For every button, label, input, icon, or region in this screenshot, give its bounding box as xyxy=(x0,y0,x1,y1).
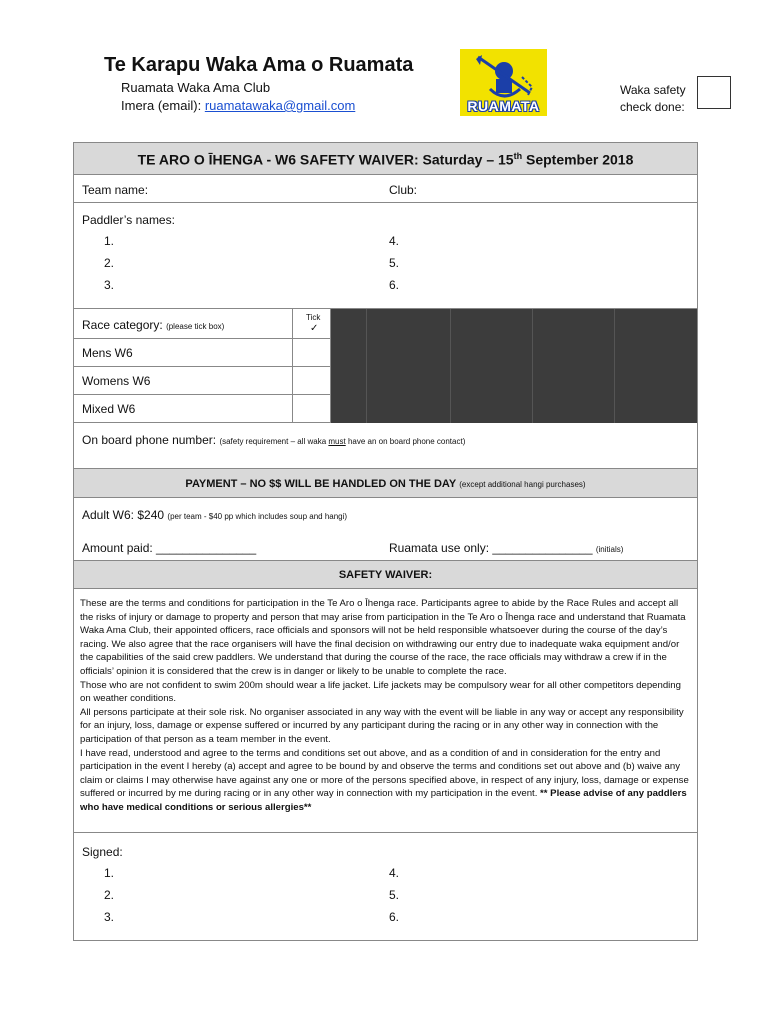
club-name: Ruamata Waka Ama Club xyxy=(121,80,271,95)
page-title: Te Karapu Waka Ama o Ruamata xyxy=(104,54,414,76)
category-womens: Womens W6 xyxy=(82,374,151,388)
safety-check-box[interactable] xyxy=(697,76,731,109)
signer-5: 5. xyxy=(389,888,400,902)
signed-row xyxy=(74,833,697,940)
paddler-1: 1. xyxy=(104,234,115,248)
phone-label: On board phone number: (safety requirement – all waka must have an on board phone contact) xyxy=(82,433,466,447)
waiver-text xyxy=(74,589,697,833)
form-title: TE ARO O ĪHENGA - W6 SAFETY WAIVER: Saturday – 15th September 2018 xyxy=(137,151,634,168)
ruamata-use: Ruamata use only: _______________ (initials) xyxy=(389,541,624,555)
form-title-row xyxy=(74,143,697,175)
club-label: Club: xyxy=(389,183,418,197)
team-name-label: Team name: xyxy=(82,183,149,197)
paddler-3: 3. xyxy=(104,278,115,292)
payment-title: PAYMENT – NO $$ WILL BE HANDLED ON THE DAY (except additional hangi purchases) xyxy=(185,478,586,490)
waiver-paragraph-2: Those who are not confident to swim 200m should wear a life jacket. Life jackets may be compulsory wear for all other competitors depending on weather conditions. xyxy=(80,679,681,705)
ruamata-logo xyxy=(460,49,547,116)
paddler-4: 4. xyxy=(389,234,400,248)
paddler-6: 6. xyxy=(389,278,400,292)
paddler-2: 2. xyxy=(104,256,115,270)
category-mixed: Mixed W6 xyxy=(82,402,136,416)
signed-label: Signed: xyxy=(82,845,123,859)
category-mens: Mens W6 xyxy=(82,346,133,360)
signer-6: 6. xyxy=(389,910,400,924)
waiver-paragraph-3: All persons participate at their sole risk. No organiser associated in any way with the event will be liable in any way or accept any responsibility for an injury, loss, damage or expense suffered or incurred by any participant during the racing or in any other way in connection with the participation of that person as a team member in the event. xyxy=(80,706,684,745)
paddler-5: 5. xyxy=(389,256,400,270)
payment-header-row xyxy=(74,469,697,498)
payment-details-row xyxy=(74,498,697,561)
signer-2: 2. xyxy=(104,888,115,902)
adult-fee: Adult W6: $240 (per team - $40 pp which includes soup and hangi) xyxy=(82,508,348,522)
tick-mark-icon: ✓ xyxy=(310,323,319,334)
shaded-area xyxy=(331,309,697,423)
waiver-title: SAFETY WAIVER: xyxy=(338,569,433,581)
signer-1: 1. xyxy=(104,866,115,880)
email-label: Imera (email): xyxy=(121,98,202,113)
signer-3: 3. xyxy=(104,910,115,924)
team-row xyxy=(74,175,697,203)
email-line xyxy=(121,98,355,113)
phone-row xyxy=(74,423,697,469)
tick-label: Tick xyxy=(306,313,321,322)
amount-paid: Amount paid: _______________ xyxy=(82,541,257,555)
waiver-form xyxy=(73,142,698,941)
email-link[interactable]: ruamatawaka@gmail.com xyxy=(204,98,356,113)
waiver-header-row xyxy=(74,561,697,589)
signer-4: 4. xyxy=(389,866,400,880)
medical-notice: ** Please advise of any paddlers who have medical conditions or serious allergies** xyxy=(80,788,687,813)
race-category-label: Race category: (please tick box) xyxy=(82,318,225,332)
paddlers-label: Paddler’s names: xyxy=(82,213,175,227)
waiver-paragraph-1: These are the terms and conditions for participation in the Te Aro o Īhenga race. Participants agree to abide by the Race Rules and accept all the risks of injury or damage to property and person that may arise from participation in the Te Aro o Īhenga race and understand that Ruamata Waka Ama Club, their appointed officers, race officials and sponsors will not be held responsible whatsoever during the course of the day’s racing. We also agree that the race organisers will have the final decision on withdrawing our entry due to inadequate waka equipment and/or the capabilities of the said crew paddlers. We understand that during the course of the race, the race officials may withdraw a crew if in the officials’ opinion it is considered that the crew is in danger or likely to be unable to complete the race. xyxy=(80,598,686,677)
safety-check-label: Waka safety check done: xyxy=(620,83,686,114)
tick-column-left-border xyxy=(292,309,293,423)
logo-text: RUAMATA xyxy=(467,98,540,114)
waiver-paragraph-4: I have read, understood and agree to the terms and conditions set out above, and as a condition of and in consideration for the entry and participation in the event I hereby (a) accept and agree to be bound by and observe the terms and conditions set out above and (b) waive any claim or claims I may otherwise have against any one or more of the persons specified above, in respect of any injury, loss, damage or expense suffered or incurred by me during racing or in any other way in connection with my participation in the event. ** Please advise of any paddlers who have medical conditions or serious allergies** xyxy=(80,747,689,813)
paddlers-row xyxy=(74,203,697,309)
